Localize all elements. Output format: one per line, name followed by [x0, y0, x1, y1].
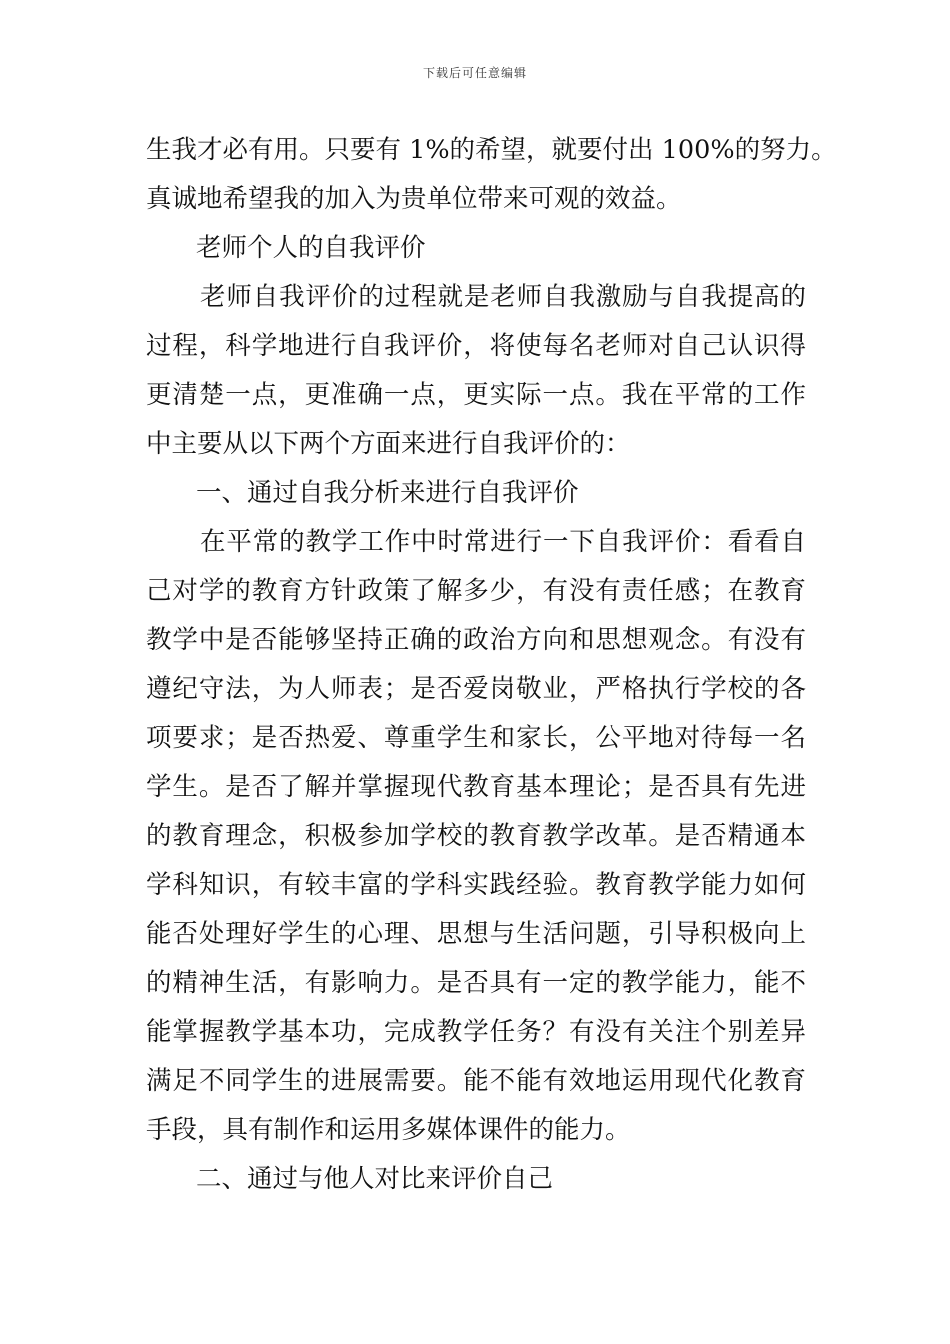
paragraph-line: 老师自我评价的过程就是老师自我激励与自我提高的 [200, 282, 806, 312]
paragraph-line: 学科知识，有较丰富的学科实践经验。教育教学能力如何 [146, 870, 806, 900]
paragraph-line: 满足不同学生的进展需要。能不能有效地运用现代化教育 [146, 1066, 806, 1096]
section-title: 老师个人的自我评价 [196, 233, 426, 263]
document-body [146, 126, 837, 1204]
paragraph-line: 教学中是否能够坚持正确的政治方向和思想观念。有没有 [146, 625, 806, 655]
paragraph-line: 项要求；是否热爱、尊重学生和家长，公平地对待每一名 [146, 723, 806, 753]
paragraph-line: 中主要从以下两个方面来进行自我评价的： [146, 429, 631, 459]
paragraph-line: 生我才必有用。只要有 1%的希望，就要付出 100%的努力。 [146, 135, 837, 165]
paragraph-line: 真诚地希望我的加入为贵单位带来可观的效益。 [146, 184, 682, 214]
section-heading: 二、通过与他人对比来评价自己 [196, 1164, 554, 1194]
paragraph-line: 学生。是否了解并掌握现代教育基本理论；是否具有先进 [146, 772, 806, 802]
page-header: 下载后可任意编辑 [422, 66, 527, 80]
section-heading: 一、通过自我分析来进行自我评价 [196, 478, 579, 508]
paragraph-line: 遵纪守法，为人师表；是否爱岗敬业，严格执行学校的各 [146, 674, 806, 704]
paragraph-line: 己对学的教育方针政策了解多少，有没有责任感；在教育 [146, 576, 806, 606]
paragraph-line: 过程，科学地进行自我评价，将使每名老师对自己认识得 [146, 331, 806, 361]
paragraph-line: 手段，具有制作和运用多媒体课件的能力。 [146, 1115, 631, 1145]
paragraph-line: 的精神生活，有影响力。是否具有一定的教学能力，能不 [146, 968, 806, 998]
paragraph-line: 更清楚一点，更准确一点，更实际一点。我在平常的工作 [146, 380, 806, 410]
paragraph-line: 的教育理念，积极参加学校的教育教学改革。是否精通本 [146, 821, 806, 851]
paragraph-line: 能掌握教学基本功，完成教学任务？有没有关注个别差异 [146, 1017, 806, 1047]
paragraph-line: 能否处理好学生的心理、思想与生活问题，引导积极向上 [146, 919, 806, 949]
paragraph-line: 在平常的教学工作中时常进行一下自我评价：看看自 [200, 527, 806, 557]
